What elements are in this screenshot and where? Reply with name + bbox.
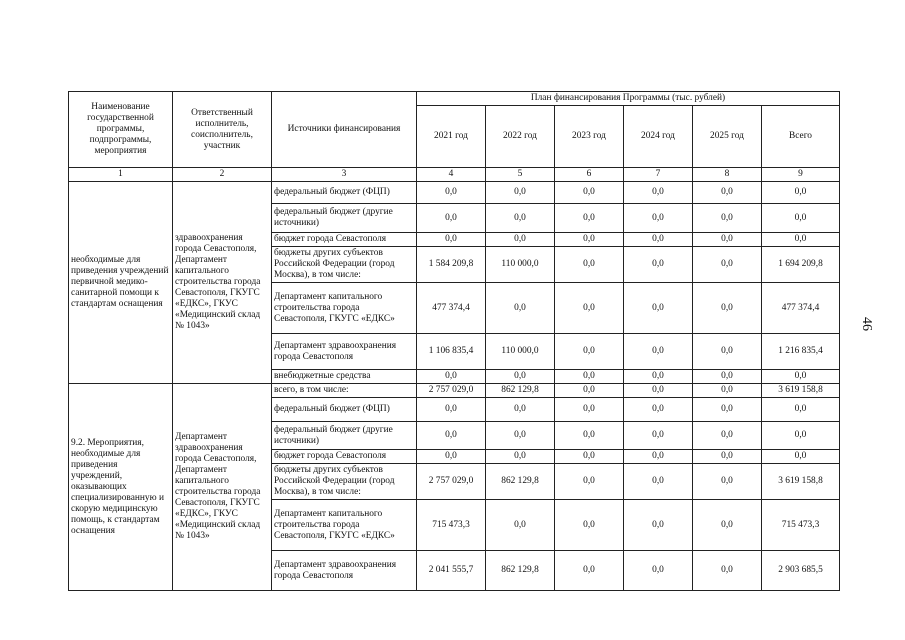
header-year: 2022 год xyxy=(486,106,555,168)
year-value: 0,0 xyxy=(693,334,762,370)
year-value: 862 129,8 xyxy=(486,464,555,500)
year-value: 0,0 xyxy=(624,182,693,204)
funding-source: Департамент здравоохранения города Севастополя xyxy=(272,551,417,591)
year-value: 0,0 xyxy=(555,551,624,591)
column-number: 3 xyxy=(272,168,417,182)
funding-source: бюджет города Севастополя xyxy=(272,450,417,464)
total-value: 3 619 158,8 xyxy=(762,384,840,398)
year-value: 0,0 xyxy=(417,204,486,233)
column-number: 4 xyxy=(417,168,486,182)
year-value: 110 000,0 xyxy=(486,334,555,370)
header-name: Наименование государственной программы, подпрограммы, мероприятия xyxy=(69,92,173,168)
year-value: 0,0 xyxy=(693,370,762,384)
year-value: 0,0 xyxy=(486,204,555,233)
year-value: 0,0 xyxy=(624,398,693,422)
year-value: 0,0 xyxy=(693,500,762,551)
column-number: 8 xyxy=(693,168,762,182)
column-number: 2 xyxy=(173,168,272,182)
total-value: 0,0 xyxy=(762,370,840,384)
year-value: 0,0 xyxy=(555,233,624,247)
page-number: 46 xyxy=(859,317,874,331)
year-value: 0,0 xyxy=(555,247,624,283)
executor-name: Департамент здравоохранения города Севастополя, Департамент капитального строительства города Севастополя, ГКУГС «ЕДКС», ГКУС «Медицинский склад № 1043» xyxy=(173,384,272,591)
financing-row xyxy=(69,182,840,204)
year-value: 0,0 xyxy=(624,422,693,450)
year-value: 2 757 029,0 xyxy=(417,464,486,500)
header-executor: Ответственный исполнитель, соисполнитель, участник xyxy=(173,92,272,168)
funding-source: федеральный бюджет (ФЦП) xyxy=(272,398,417,422)
year-value: 1 106 835,4 xyxy=(417,334,486,370)
header-year: 2025 год xyxy=(693,106,762,168)
header-year: 2021 год xyxy=(417,106,486,168)
year-value: 0,0 xyxy=(693,233,762,247)
year-value: 0,0 xyxy=(624,204,693,233)
column-number: 7 xyxy=(624,168,693,182)
column-number-row xyxy=(69,168,840,182)
year-value: 0,0 xyxy=(693,551,762,591)
year-value: 0,0 xyxy=(555,398,624,422)
funding-source: всего, в том числе: xyxy=(272,384,417,398)
total-value: 0,0 xyxy=(762,422,840,450)
total-value: 0,0 xyxy=(762,182,840,204)
year-value: 715 473,3 xyxy=(417,500,486,551)
total-value: 1 694 209,8 xyxy=(762,247,840,283)
funding-source: федеральный бюджет (другие источники) xyxy=(272,422,417,450)
funding-source: Департамент капитального строительства города Севастополя, ГКУГС «ЕДКС» xyxy=(272,283,417,334)
column-number: 5 xyxy=(486,168,555,182)
measure-name: необходимые для приведения учреждений первичной медико-санитарной помощи к стандартам оснащения xyxy=(69,182,173,384)
total-value: 477 374,4 xyxy=(762,283,840,334)
header-year: 2023 год xyxy=(555,106,624,168)
total-value: 0,0 xyxy=(762,398,840,422)
year-value: 0,0 xyxy=(693,464,762,500)
year-value: 2 041 555,7 xyxy=(417,551,486,591)
year-value: 0,0 xyxy=(555,384,624,398)
column-number: 9 xyxy=(762,168,840,182)
year-value: 0,0 xyxy=(555,450,624,464)
year-value: 0,0 xyxy=(486,283,555,334)
funding-source: Департамент капитального строительства города Севастополя, ГКУГС «ЕДКС» xyxy=(272,500,417,551)
total-value: 715 473,3 xyxy=(762,500,840,551)
year-value: 0,0 xyxy=(624,450,693,464)
header-total: Всего xyxy=(762,106,840,168)
year-value: 0,0 xyxy=(486,182,555,204)
year-value: 0,0 xyxy=(693,204,762,233)
year-value: 0,0 xyxy=(693,398,762,422)
year-value: 0,0 xyxy=(693,247,762,283)
year-value: 0,0 xyxy=(486,422,555,450)
header-plan: План финансирования Программы (тыс. рублей) xyxy=(417,92,840,106)
year-value: 0,0 xyxy=(555,370,624,384)
year-value: 0,0 xyxy=(417,233,486,247)
year-value: 862 129,8 xyxy=(486,384,555,398)
year-value: 0,0 xyxy=(417,422,486,450)
funding-source: внебюджетные средства xyxy=(272,370,417,384)
year-value: 0,0 xyxy=(417,370,486,384)
header-sources: Источники финансирования xyxy=(272,92,417,168)
year-value: 0,0 xyxy=(555,464,624,500)
column-number: 6 xyxy=(555,168,624,182)
funding-source: бюджеты других субъектов Российской Федерации (город Москва), в том числе: xyxy=(272,247,417,283)
total-value: 2 903 685,5 xyxy=(762,551,840,591)
year-value: 0,0 xyxy=(486,233,555,247)
year-value: 0,0 xyxy=(555,182,624,204)
total-value: 3 619 158,8 xyxy=(762,464,840,500)
year-value: 0,0 xyxy=(693,450,762,464)
executor-name: здравоохранения города Севастополя, Департамент капитального строительства города Севастополя, ГКУГС «ЕДКС», ГКУС «Медицинский склад № 1043» xyxy=(173,182,272,384)
year-value: 0,0 xyxy=(555,334,624,370)
year-value: 0,0 xyxy=(693,283,762,334)
year-value: 1 584 209,8 xyxy=(417,247,486,283)
year-value: 0,0 xyxy=(693,182,762,204)
year-value: 0,0 xyxy=(417,398,486,422)
financing-table xyxy=(68,91,840,591)
total-value: 0,0 xyxy=(762,233,840,247)
funding-source: федеральный бюджет (другие источники) xyxy=(272,204,417,233)
year-value: 862 129,8 xyxy=(486,551,555,591)
year-value: 0,0 xyxy=(693,384,762,398)
year-value: 0,0 xyxy=(624,464,693,500)
year-value: 0,0 xyxy=(624,551,693,591)
total-value: 1 216 835,4 xyxy=(762,334,840,370)
year-value: 0,0 xyxy=(624,233,693,247)
year-value: 0,0 xyxy=(486,398,555,422)
year-value: 2 757 029,0 xyxy=(417,384,486,398)
year-value: 0,0 xyxy=(624,334,693,370)
year-value: 0,0 xyxy=(486,500,555,551)
year-value: 0,0 xyxy=(555,422,624,450)
column-number: 1 xyxy=(69,168,173,182)
year-value: 0,0 xyxy=(555,204,624,233)
funding-source: Департамент здравоохранения города Севастополя xyxy=(272,334,417,370)
year-value: 0,0 xyxy=(624,283,693,334)
year-value: 0,0 xyxy=(555,283,624,334)
year-value: 0,0 xyxy=(624,500,693,551)
year-value: 0,0 xyxy=(624,370,693,384)
funding-source: федеральный бюджет (ФЦП) xyxy=(272,182,417,204)
year-value: 0,0 xyxy=(693,422,762,450)
year-value: 110 000,0 xyxy=(486,247,555,283)
year-value: 0,0 xyxy=(624,384,693,398)
year-value: 477 374,4 xyxy=(417,283,486,334)
funding-source: бюджеты других субъектов Российской Федерации (город Москва), в том числе: xyxy=(272,464,417,500)
year-value: 0,0 xyxy=(624,247,693,283)
year-value: 0,0 xyxy=(417,450,486,464)
header-year: 2024 год xyxy=(624,106,693,168)
year-value: 0,0 xyxy=(417,182,486,204)
year-value: 0,0 xyxy=(555,500,624,551)
measure-block-2 xyxy=(69,384,840,591)
funding-source: бюджет города Севастополя xyxy=(272,233,417,247)
measure-block-1 xyxy=(69,182,840,384)
measure-name: 9.2. Мероприятия, необходимые для приведения учреждений, оказывающих специализированную и скорую медицинскую помощь, к стандартам оснащения xyxy=(69,384,173,591)
total-value: 0,0 xyxy=(762,450,840,464)
year-value: 0,0 xyxy=(486,370,555,384)
year-value: 0,0 xyxy=(486,450,555,464)
financing-row xyxy=(69,384,840,398)
total-value: 0,0 xyxy=(762,204,840,233)
